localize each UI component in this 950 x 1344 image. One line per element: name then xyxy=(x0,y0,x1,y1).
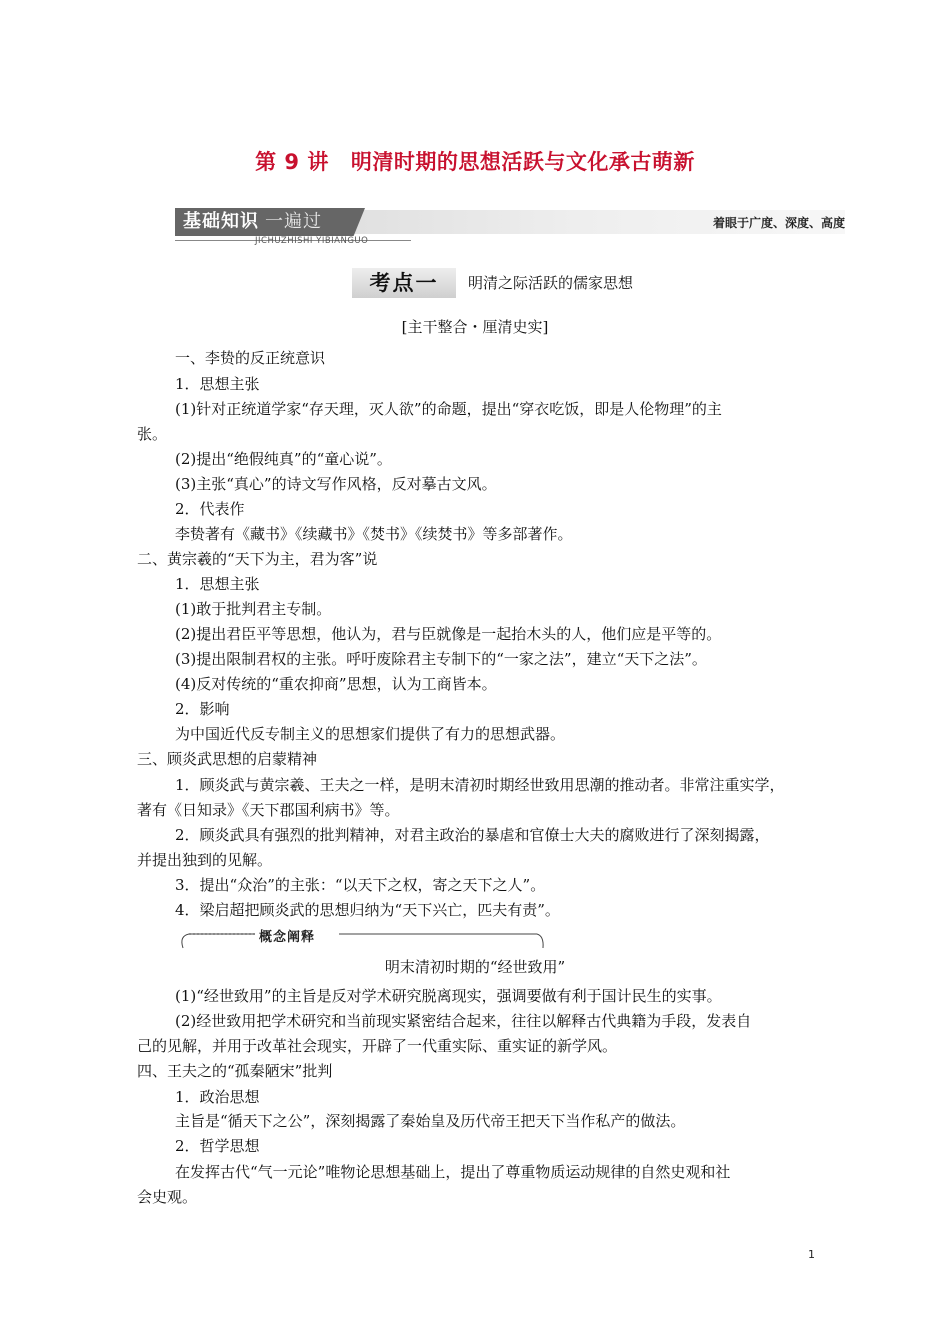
paragraph-line: 2．代表作 xyxy=(175,500,245,518)
paragraph-line: 2．哲学思想 xyxy=(175,1137,260,1155)
paragraph-line: 在发挥古代“气一元论”唯物论思想基础上，提出了尊重物质运动规律的自然史观和社 xyxy=(175,1163,731,1181)
paragraph-line: 李贽著有《藏书》《续藏书》《焚书》《续焚书》等多部著作。 xyxy=(175,525,573,543)
paragraph-line: 并提出独到的见解。 xyxy=(137,851,273,869)
paragraph-line: 1．思想主张 xyxy=(175,575,260,593)
paragraph-line: 1．政治思想 xyxy=(175,1088,260,1106)
paragraph-line: (2)提出“绝假纯真”的“童心说”。 xyxy=(175,450,392,468)
lecture-title: 明清时期的思想活跃与文化承古萌新 xyxy=(350,150,695,174)
section-tag: [主干整合・厘清史实] xyxy=(401,318,549,336)
paragraph-line: 张。 xyxy=(137,425,168,443)
paragraph-line: 3．提出“众治”的主张：“以天下之权，寄之天下之人”。 xyxy=(175,876,546,894)
paragraph-line: 2．影响 xyxy=(175,700,230,718)
section-banner xyxy=(175,206,845,246)
kaodian-subtitle: 明清之际活跃的儒家思想 xyxy=(468,274,634,292)
paragraph-line: 四、王夫之的“孤秦陋宋”批判 xyxy=(137,1062,333,1080)
concept-line: 己的见解，并用于改革社会现实，开辟了一代重实际、重实证的新学风。 xyxy=(137,1037,618,1055)
paragraph-line: 著有《日知录》《天下郡国利病书》等。 xyxy=(137,801,400,819)
paragraph-line: 为中国近代反专制主义的思想家们提供了有力的思想武器。 xyxy=(175,725,566,743)
lecture-number: 第 9 讲 xyxy=(255,150,329,174)
paragraph-line: 1．顾炎武与黄宗羲、王夫之一样，是明末清初时期经世致用思潮的推动者。非常注重实学， xyxy=(175,776,785,794)
banner-pinyin: JICHUZHISHI YIBIANGUO xyxy=(255,236,369,246)
concept-banner xyxy=(175,930,545,952)
paragraph-line: (1)敢于批判君主专制。 xyxy=(175,600,332,618)
paragraph-line: 1．思想主张 xyxy=(175,375,260,393)
concept-heading: 明末清初时期的“经世致用” xyxy=(384,958,566,976)
paragraph-line: 主旨是“循天下之公”，深刻揭露了秦始皇及历代帝王把天下当作私产的做法。 xyxy=(175,1112,686,1130)
banner-label: 基础知识 一遍过 xyxy=(183,211,322,232)
paragraph-line: (1)针对正统道学家“存天理，灭人欲”的命题，提出“穿衣吃饭，即是人伦物理”的主 xyxy=(175,400,722,418)
concept-label: 概念阐释 xyxy=(259,930,316,945)
paragraph-line: 一、李贽的反正统意识 xyxy=(175,349,326,367)
kaodian-label: 考点一 xyxy=(369,271,439,295)
paragraph-line: 4．梁启超把顾炎武的思想归纳为“天下兴亡，匹夫有责”。 xyxy=(175,901,560,919)
paragraph-line: (3)提出限制君权的主张。呼吁废除君主专制下的“一家之法”，建立“天下之法”。 xyxy=(175,650,707,668)
paragraph-line: 三、顾炎武思想的启蒙精神 xyxy=(137,750,318,768)
page-number: 1 xyxy=(808,1248,815,1261)
paragraph-line: 二、黄宗羲的“天下为主，君为客”说 xyxy=(137,550,378,568)
page-title xyxy=(0,146,950,176)
paragraph-line: (2)提出君臣平等思想，他认为，君与臣就像是一起抬木头的人，他们应是平等的。 xyxy=(175,625,722,643)
concept-line: (1)“经世致用”的主旨是反对学术研究脱离现实，强调要做有利于国计民生的实事。 xyxy=(175,987,722,1005)
paragraph-line: 会史观。 xyxy=(137,1188,198,1206)
paragraph-line: (3)主张“真心”的诗文写作风格，反对摹古文风。 xyxy=(175,475,497,493)
paragraph-line: (4)反对传统的“重农抑商”思想，认为工商皆本。 xyxy=(175,675,497,693)
paragraph-line: 2．顾炎武具有强烈的批判精神，对君主政治的暴虐和官僚士大夫的腐败进行了深刻揭露， xyxy=(175,826,770,844)
concept-line: (2)经世致用把学术研究和当前现实紧密结合起来，往往以解释古代典籍为手段，发表自 xyxy=(175,1012,752,1030)
banner-right-text: 着眼于广度、深度、高度 xyxy=(712,216,845,230)
